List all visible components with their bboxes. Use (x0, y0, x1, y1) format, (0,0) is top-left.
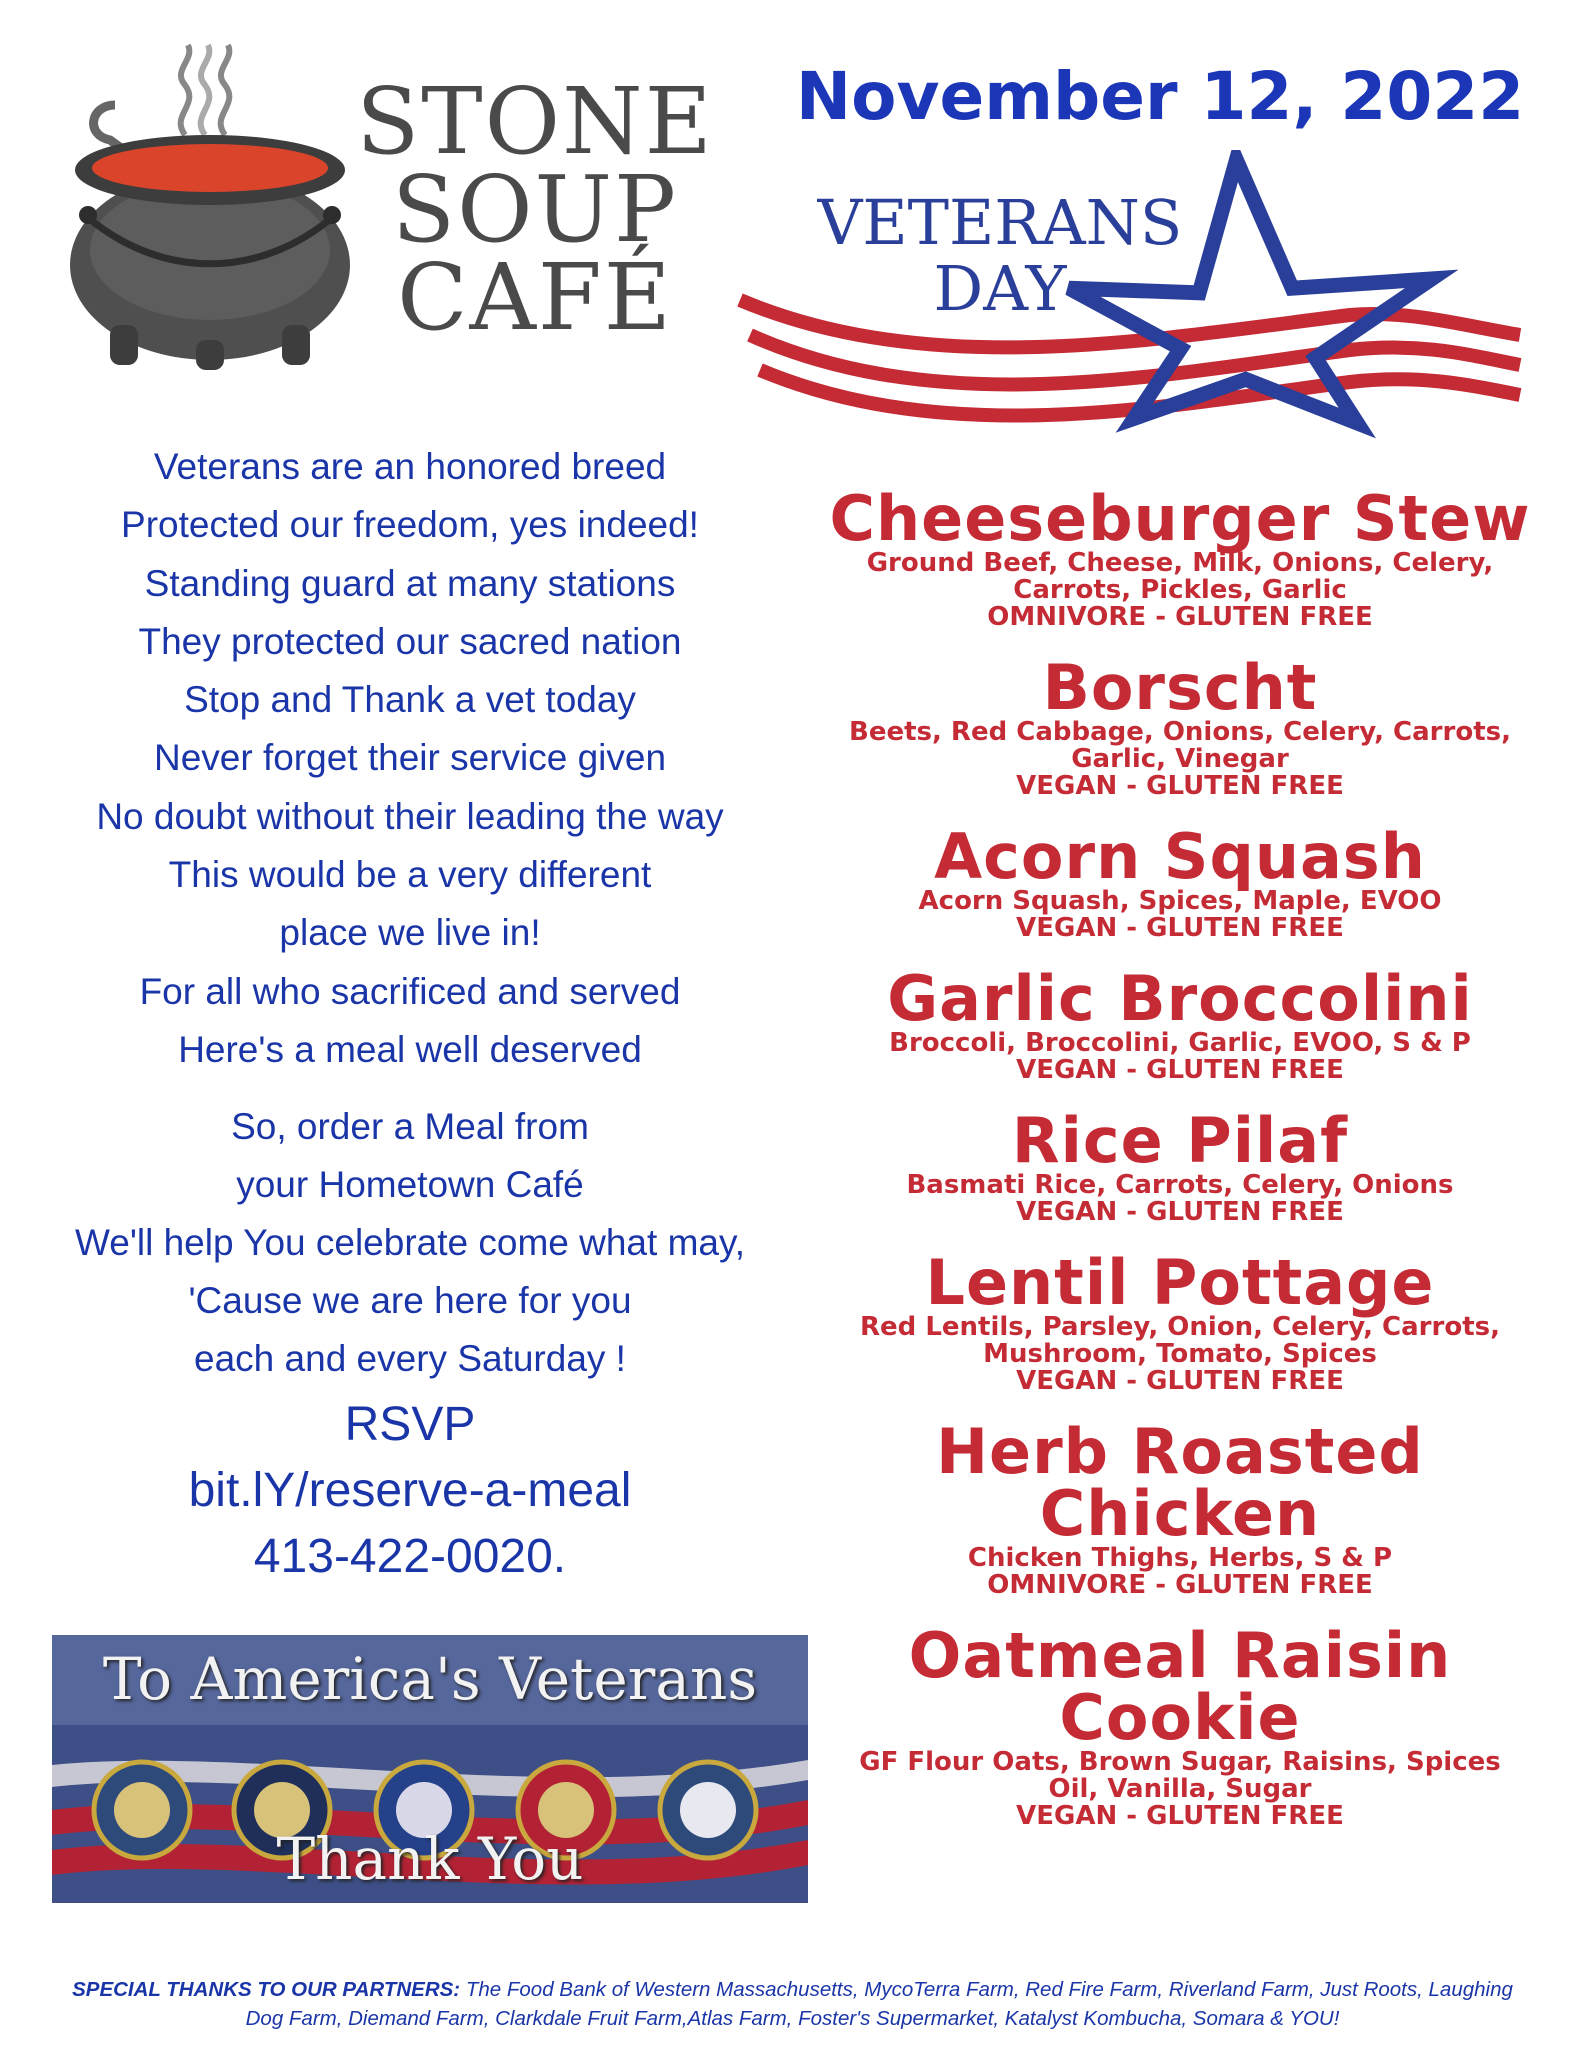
dish-diet-tag: VEGAN - GLUTEN FREE (1016, 1197, 1344, 1227)
dish-name: Rice Pilaf (1011, 1104, 1349, 1177)
menu-item (800, 1246, 1560, 1396)
dish-ingredients: GF Flour Oats, Brown Sugar, Raisins, Spices (859, 1747, 1501, 1777)
veterans-day-title (790, 186, 1210, 325)
logo-line-2: SOUP (392, 156, 678, 263)
dish-ingredients: Chicken Thighs, Herbs, S & P (967, 1543, 1393, 1573)
dish-diet-tag: VEGAN - GLUTEN FREE (1016, 771, 1344, 801)
dish-diet-tag: OMNIVORE - GLUTEN FREE (987, 1570, 1373, 1600)
menu-item (800, 1104, 1560, 1227)
poem-line: For all who sacrificed and served (139, 970, 681, 1012)
rsvp-label: RSVP (344, 1398, 476, 1451)
poem-line: Veterans are an honored breed (153, 446, 667, 487)
dish-ingredients: Red Lentils, Parsley, Onion, Celery, Carrots, (860, 1312, 1500, 1342)
dish-ingredients: Beets, Red Cabbage, Onions, Celery, Carrots, (849, 717, 1511, 747)
partners-heading: SPECIAL THANKS TO OUR PARTNERS: (72, 1978, 461, 2001)
partners-list: The Food Bank of Western Massachusetts, MycoTerra Farm, Red Fire Farm, Riverland Farm, Just Roots, Laughing Dog Farm, Diemand Farm, Clarkdale Fruit Farm,Atlas Farm, Foster's Supermarket, Katalyst Kombucha, Somara & YOU! (245, 1978, 1513, 2030)
dish-name: Acorn Squash (934, 820, 1426, 893)
dish-ingredients: Mushroom, Tomato, Spices (983, 1339, 1377, 1369)
rsvp-block (30, 1392, 790, 1590)
poem-line: No doubt without their leading the way (96, 795, 724, 837)
menu-item (800, 482, 1560, 632)
poem-line: Stop and Thank a vet today (184, 679, 636, 721)
banner-title: To America's Veterans (102, 1645, 758, 1713)
dish-diet-tag: VEGAN - GLUTEN FREE (1016, 1055, 1344, 1085)
menu-item (800, 651, 1560, 801)
veterans-day-line-1: VETERANS (817, 186, 1183, 259)
dish-name: Cookie (1059, 1681, 1301, 1754)
order-invitation (30, 1098, 790, 1388)
poem-line: Never forget their service given (153, 737, 667, 779)
dish-diet-tag: VEGAN - GLUTEN FREE (1016, 1366, 1344, 1396)
order-line: each and every Saturday ! (194, 1338, 626, 1379)
dish-name: Borscht (1042, 651, 1318, 724)
poem-line: They protected our sacred nation (138, 620, 682, 662)
banner-thank-you: Thank You (276, 1825, 584, 1893)
dish-name: Chicken (1039, 1477, 1321, 1550)
dish-ingredients: Ground Beef, Cheese, Milk, Onions, Celery, (866, 548, 1494, 578)
logo-line-1: STONE (356, 68, 714, 175)
dish-name: Oatmeal Raisin (908, 1619, 1452, 1692)
order-line: So, order a Meal from (231, 1106, 589, 1147)
order-line: your Hometown Café (236, 1164, 584, 1205)
menu-item (800, 1619, 1560, 1831)
poem-line: This would be a very different (168, 854, 652, 896)
dish-ingredients: Carrots, Pickles, Garlic (1013, 575, 1347, 605)
veterans-banner (52, 1635, 808, 1903)
partners-footer (55, 1975, 1530, 2033)
event-date: November 12, 2022 (795, 58, 1525, 135)
rsvp-phone[interactable]: 413-422-0020. (253, 1530, 567, 1583)
order-line: We'll help You celebrate come what may, (74, 1222, 745, 1263)
menu-item (800, 962, 1560, 1085)
dish-ingredients: Oil, Vanilla, Sugar (1048, 1774, 1312, 1804)
poem-line: place we live in! (279, 912, 541, 954)
poem-line: Here's a meal well deserved (178, 1028, 642, 1070)
dish-ingredients: Basmati Rice, Carrots, Celery, Onions (906, 1170, 1454, 1200)
logo-line-3: CAFÉ (397, 244, 673, 351)
order-line: 'Cause we are here for you (188, 1280, 632, 1321)
dish-name: Lentil Pottage (925, 1246, 1435, 1319)
dish-ingredients: Garlic, Vinegar (1071, 744, 1289, 774)
dish-diet-tag: OMNIVORE - GLUTEN FREE (987, 602, 1373, 632)
poem-line: Protected our freedom, yes indeed! (121, 504, 699, 546)
dish-diet-tag: VEGAN - GLUTEN FREE (1016, 1801, 1344, 1831)
logo-wordmark (345, 68, 725, 351)
veterans-day-line-2: DAY (933, 252, 1067, 325)
dish-ingredients: Acorn Squash, Spices, Maple, EVOO (918, 886, 1442, 916)
dish-ingredients: Broccoli, Broccolini, Garlic, EVOO, S & P (889, 1028, 1471, 1058)
soup-pot-logo-icon (60, 40, 360, 370)
rsvp-link[interactable]: bit.lY/reserve-a-meal (188, 1464, 632, 1517)
poem-line: Standing guard at many stations (144, 562, 676, 604)
dish-name: Herb Roasted (936, 1415, 1424, 1488)
dish-diet-tag: VEGAN - GLUTEN FREE (1016, 913, 1344, 943)
menu (800, 482, 1560, 1856)
poem (30, 438, 790, 1079)
menu-item (800, 820, 1560, 943)
menu-item (800, 1415, 1560, 1600)
dish-name: Garlic Broccolini (887, 962, 1473, 1035)
dish-name: Cheeseburger Stew (829, 482, 1531, 555)
